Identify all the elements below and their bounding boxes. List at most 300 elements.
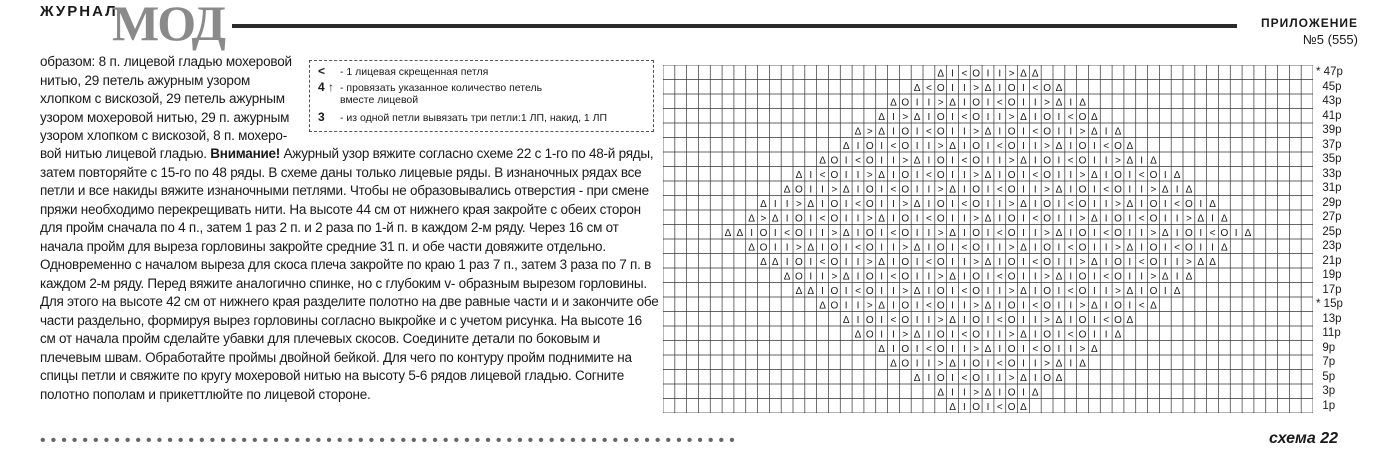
stitch-symbol: O — [901, 169, 910, 181]
stitch-symbol: Δ — [1150, 155, 1157, 167]
stitch-symbol: I — [915, 271, 919, 283]
stitch-symbol: O — [1007, 387, 1016, 399]
row-label: 11р — [1316, 327, 1341, 339]
stitch-symbol: O — [830, 300, 839, 312]
row-label: 45р — [1316, 80, 1342, 93]
stitch-symbol: O — [865, 329, 874, 341]
stitch-symbol: Δ — [913, 198, 921, 210]
stitch-symbol: I — [1069, 271, 1073, 283]
stitch-symbol: Δ — [913, 285, 921, 297]
stitch-symbol: < — [890, 314, 897, 326]
stitch-symbol: Δ — [1161, 271, 1169, 283]
stitch-symbol: I — [1092, 227, 1096, 239]
row-label: 39р — [1316, 124, 1342, 136]
stitch-symbol: O — [901, 97, 910, 109]
knit-together-icon: 4 ↑ — [318, 80, 335, 94]
stitch-symbol: O — [1149, 169, 1158, 181]
stitch-symbol: I — [927, 227, 931, 239]
stitch-symbol: I — [1104, 169, 1108, 181]
stitch-symbol: I — [1128, 213, 1132, 225]
stitch-symbol: I — [1140, 155, 1144, 167]
stitch-symbol: I — [1104, 242, 1108, 254]
stitch-symbol: I — [892, 285, 895, 297]
stitch-symbol: I — [927, 198, 931, 210]
stitch-symbol: I — [856, 271, 860, 283]
stitch-symbol: O — [901, 300, 910, 312]
stitch-symbol: I — [844, 198, 848, 210]
stitch-symbol: Δ — [1055, 97, 1063, 109]
stitch-symbol: O — [865, 227, 874, 239]
stitch-symbol: I — [892, 300, 895, 312]
stitch-symbol: O — [865, 140, 874, 152]
stitch-symbol: I — [962, 227, 966, 239]
stitch-symbol: > — [1008, 198, 1015, 210]
stitch-symbol: I — [1022, 213, 1025, 225]
stitch-symbol: Δ — [1244, 227, 1252, 239]
stitch-symbol: > — [1044, 140, 1051, 152]
stitch-symbol: O — [759, 242, 768, 254]
stitch-symbol: O — [795, 271, 803, 283]
row-label: 9р — [1316, 341, 1336, 354]
stitch-symbol: I — [951, 155, 954, 167]
stitch-symbol: I — [1128, 169, 1132, 181]
stitch-symbol: I — [1033, 140, 1037, 152]
stitch-symbol: O — [1043, 372, 1051, 384]
stitch-symbol: O — [1043, 213, 1051, 225]
stitch-symbol: Δ — [878, 300, 885, 312]
stitch-symbol: I — [856, 314, 860, 326]
stitch-symbol: I — [986, 111, 990, 123]
legend-text: - провязать указанное количество петель — [340, 82, 543, 94]
stitch-symbol: I — [856, 169, 860, 181]
stitch-symbol: < — [1174, 198, 1181, 210]
stitch-symbol: I — [951, 242, 954, 254]
stitch-symbol: I — [821, 184, 824, 196]
stitch-symbol: I — [1128, 184, 1132, 196]
stitch-symbol: O — [1007, 213, 1016, 225]
stitch-symbol: O — [1114, 271, 1122, 283]
stitch-symbol: I — [962, 213, 966, 225]
stitch-symbol: Δ — [1020, 329, 1027, 341]
stitch-symbol: I — [1057, 300, 1061, 312]
stitch-symbol: I — [1033, 372, 1037, 384]
stitch-symbol: Δ — [1126, 285, 1134, 297]
stitch-symbol: < — [1067, 242, 1074, 254]
stitch-symbol: I — [986, 242, 990, 254]
stitch-symbol: I — [915, 358, 919, 370]
stitch-symbol: O — [1114, 140, 1122, 152]
stitch-symbol: < — [1032, 169, 1039, 181]
stitch-symbol: I — [986, 140, 990, 152]
stitch-symbol: Δ — [771, 213, 779, 225]
stitch-symbol: Δ — [1126, 155, 1134, 167]
stitch-symbol: O — [1078, 111, 1087, 123]
stitch-symbol: O — [972, 97, 981, 109]
stitch-symbol: > — [1044, 97, 1051, 109]
brand-logo: МОД — [112, 0, 224, 51]
stitch-symbol: I — [1033, 155, 1037, 167]
stitch-symbol: < — [1138, 213, 1145, 225]
stitch-symbol: O — [1043, 343, 1051, 355]
stitch-symbol: I — [1092, 198, 1096, 210]
stitch-symbol: I — [809, 227, 813, 239]
stitch-symbol: I — [986, 68, 990, 80]
stitch-symbol: I — [1140, 271, 1144, 283]
stitch-symbol: O — [901, 140, 910, 152]
stitch-symbol: Δ — [1031, 68, 1039, 80]
stitch-symbol: Δ — [842, 314, 850, 326]
stitch-symbol: I — [1033, 198, 1037, 210]
stitch-symbol: I — [1092, 271, 1096, 283]
header-rule — [232, 24, 1237, 28]
stitch-symbol: Δ — [878, 213, 885, 225]
stitch-symbol: I — [998, 387, 1002, 399]
stitch-symbol: O — [936, 82, 945, 94]
stitch-symbol: I — [915, 256, 919, 268]
stitch-symbol: I — [998, 213, 1002, 225]
stitch-symbol: O — [1149, 242, 1158, 254]
stitch-symbol: I — [962, 343, 966, 355]
stitch-symbol: O — [972, 329, 981, 341]
stitch-symbol: Δ — [949, 401, 956, 413]
stitch-symbol: I — [1057, 256, 1061, 268]
stitch-symbol: Δ — [890, 358, 897, 370]
stitch-symbol: Δ — [937, 387, 945, 399]
stitch-symbol: Δ — [984, 387, 992, 399]
stitch-symbol: I — [915, 343, 919, 355]
stitch-symbol: < — [1103, 140, 1110, 152]
stitch-symbol: I — [809, 184, 813, 196]
stitch-symbol: < — [819, 169, 826, 181]
chart-legend — [309, 60, 654, 132]
stitch-symbol: I — [998, 198, 1002, 210]
stitch-symbol: I — [1175, 184, 1179, 196]
stitch-symbol: > — [866, 213, 873, 225]
stitch-symbol: O — [1043, 111, 1051, 123]
stitch-symbol: O — [1078, 184, 1087, 196]
stitch-symbol: I — [1069, 227, 1073, 239]
legend-item — [318, 65, 488, 78]
stitch-symbol: I — [1163, 213, 1167, 225]
stitch-symbol: > — [831, 184, 838, 196]
stitch-symbol: I — [962, 300, 966, 312]
stitch-symbol: O — [1007, 358, 1016, 370]
stitch-symbol: O — [1114, 314, 1122, 326]
stitch-symbol: > — [1115, 285, 1121, 297]
stitch-symbol: I — [998, 329, 1002, 341]
stitch-symbol: I — [998, 169, 1002, 181]
stitch-symbol: Δ — [1114, 329, 1122, 341]
stitch-symbol: O — [1043, 126, 1051, 138]
stitch-symbol: < — [925, 169, 932, 181]
stitch-symbol: O — [936, 213, 945, 225]
stitch-symbol: I — [962, 387, 966, 399]
stitch-symbol: O — [830, 155, 839, 167]
stitch-symbol: Δ — [842, 140, 850, 152]
stitch-symbol: Δ — [1197, 256, 1205, 268]
stitch-symbol: Δ — [1055, 184, 1063, 196]
stitch-symbol: O — [830, 285, 839, 297]
stitch-symbol: O — [1007, 97, 1016, 109]
stitch-symbol: Δ — [1126, 140, 1134, 152]
stitch-symbol: > — [973, 387, 980, 399]
issue-number: №5 (555) — [1302, 32, 1358, 47]
stitch-symbol: Δ — [807, 285, 815, 297]
stitch-symbol: I — [892, 126, 895, 138]
stitch-symbol: I — [1069, 184, 1073, 196]
footer-dot-rule: •••••••••••••••••••••••••••••••••••••••••••••••••••••••••••••••••• — [40, 432, 740, 449]
stitch-symbol: I — [951, 387, 954, 399]
stitch-symbol: O — [1078, 140, 1087, 152]
stitch-symbol: I — [962, 169, 966, 181]
row-label: 29р — [1316, 196, 1342, 209]
attention-label: Внимание! — [210, 146, 281, 161]
stitch-symbol: < — [961, 155, 968, 167]
stitch-symbol: O — [1149, 285, 1158, 297]
stitch-symbol: I — [927, 242, 931, 254]
stitch-symbol: O — [972, 372, 981, 384]
stitch-symbol: I — [1175, 227, 1179, 239]
stitch-symbol: I — [1022, 271, 1025, 283]
stitch-symbol: < — [925, 300, 932, 312]
stitch-symbol: Δ — [1221, 242, 1228, 254]
stitch-symbol: > — [1079, 300, 1086, 312]
stitch-symbol: Δ — [819, 300, 826, 312]
stitch-symbol: I — [1199, 242, 1203, 254]
stitch-symbol: I — [998, 300, 1002, 312]
stitch-symbol: < — [1174, 242, 1181, 254]
stitch-symbol: O — [1078, 285, 1087, 297]
stitch-symbol: O — [901, 184, 910, 196]
stitch-symbol: I — [1140, 184, 1144, 196]
stitch-symbol: Δ — [1091, 343, 1098, 355]
stitch-symbol: > — [1044, 314, 1051, 326]
stitch-symbol: Δ — [1091, 213, 1098, 225]
stitch-symbol: > — [1150, 271, 1157, 283]
stitch-symbol: I — [1092, 242, 1096, 254]
stitch-symbol: O — [972, 184, 981, 196]
stitch-symbol: I — [880, 329, 884, 341]
stitch-symbol: I — [927, 372, 931, 384]
stitch-symbol: I — [1033, 97, 1037, 109]
stitch-symbol: > — [1079, 169, 1086, 181]
stitch-symbol: I — [1069, 213, 1073, 225]
stitch-symbol: I — [1033, 271, 1037, 283]
stitch-symbol: > — [1044, 227, 1051, 239]
stitch-symbol: Δ — [736, 227, 744, 239]
stitch-symbol: I — [962, 184, 966, 196]
stitch-symbol: < — [961, 111, 968, 123]
stitch-symbol: > — [973, 256, 980, 268]
stitch-symbol: I — [844, 169, 848, 181]
stitch-symbol: O — [1114, 184, 1122, 196]
stitch-symbol: I — [1057, 213, 1061, 225]
stitch-symbol: O — [1043, 242, 1051, 254]
stitch-symbol: I — [1092, 314, 1096, 326]
stitch-symbol: > — [1185, 256, 1192, 268]
stitch-symbol: Δ — [842, 271, 850, 283]
stitch-symbol: I — [998, 256, 1002, 268]
knitting-chart — [663, 65, 1313, 413]
stitch-symbol: I — [951, 343, 954, 355]
stitch-symbol: < — [996, 227, 1003, 239]
stitch-symbol: Δ — [984, 256, 992, 268]
stitch-symbol: Δ — [913, 329, 921, 341]
stitch-symbol: Δ — [1209, 198, 1216, 210]
stitch-symbol: < — [961, 372, 968, 384]
stitch-symbol: Δ — [1161, 184, 1169, 196]
stitch-symbol: I — [998, 155, 1002, 167]
stitch-symbol: O — [936, 329, 945, 341]
stitch-symbol: I — [951, 169, 954, 181]
stitch-symbol: I — [1163, 198, 1167, 210]
stitch-symbol: O — [865, 184, 874, 196]
stitch-symbol: I — [1128, 300, 1132, 312]
row-label: 3р — [1316, 385, 1336, 397]
stitch-symbol: I — [785, 198, 789, 210]
stitch-symbol: > — [937, 140, 944, 152]
stitch-symbol: I — [951, 285, 954, 297]
stitch-symbol: Δ — [795, 169, 803, 181]
stitch-symbol: > — [866, 300, 873, 312]
stitch-symbol: < — [890, 227, 897, 239]
stitch-symbol: I — [962, 271, 966, 283]
stitch-symbol: > — [937, 184, 944, 196]
stitch-symbol: O — [1149, 198, 1158, 210]
stitch-symbol: O — [1007, 169, 1016, 181]
stitch-symbol: O — [1220, 227, 1229, 239]
stitch-symbol: I — [1033, 285, 1037, 297]
stitch-symbol: > — [937, 314, 944, 326]
stitch-symbol: I — [1211, 242, 1214, 254]
stitch-symbol: Δ — [913, 372, 921, 384]
stitch-symbol: I — [856, 300, 860, 312]
stitch-symbol: O — [1114, 300, 1122, 312]
stitch-symbol: O — [1043, 169, 1051, 181]
stitch-symbol: Δ — [1020, 401, 1027, 413]
stitch-symbol: Δ — [1020, 155, 1027, 167]
stitch-symbol: I — [1022, 126, 1025, 138]
stitch-symbol: < — [1032, 300, 1039, 312]
stitch-symbol: Δ — [1055, 358, 1063, 370]
stitch-symbol: > — [866, 169, 873, 181]
stitch-symbol: O — [936, 111, 945, 123]
stitch-symbol: > — [902, 155, 909, 167]
stitch-symbol: I — [915, 227, 919, 239]
stitch-symbol: I — [927, 271, 931, 283]
stitch-symbol: I — [986, 184, 990, 196]
stitch-symbol: < — [1032, 82, 1039, 94]
stitch-symbol: > — [831, 271, 838, 283]
row-label: 1р — [1316, 399, 1336, 412]
stitch-symbol: O — [1114, 169, 1122, 181]
stitch-symbol: Δ — [819, 155, 826, 167]
stitch-symbol: < — [1103, 314, 1110, 326]
row-label: 41р — [1316, 109, 1342, 122]
stitch-symbol: I — [998, 343, 1002, 355]
stitch-symbol: < — [961, 68, 968, 80]
stitch-symbol: O — [1114, 213, 1122, 225]
stitch-symbol: Δ — [1161, 227, 1169, 239]
stitch-symbol: > — [937, 358, 944, 370]
stitch-symbol: Δ — [1221, 213, 1228, 225]
stitch-symbol: I — [1104, 300, 1108, 312]
stitch-symbol: I — [1128, 256, 1132, 268]
row-label: 23р — [1316, 240, 1342, 252]
stitch-symbol: O — [972, 111, 981, 123]
stitch-symbol: > — [902, 329, 909, 341]
stitch-symbol: < — [1103, 227, 1110, 239]
stitch-symbol: I — [1069, 140, 1073, 152]
stitch-symbol: > — [902, 111, 909, 123]
legend-item — [318, 81, 542, 94]
stitch-symbol: < — [961, 329, 968, 341]
stitch-symbol: < — [1067, 285, 1074, 297]
stitch-symbol: O — [830, 198, 839, 210]
stitch-symbol: I — [1033, 111, 1037, 123]
stitch-symbol: > — [937, 271, 944, 283]
stitch-symbol: I — [821, 271, 824, 283]
stitch-symbol: I — [951, 256, 954, 268]
stitch-symbol: O — [972, 285, 981, 297]
stitch-symbol: I — [1057, 169, 1061, 181]
stitch-symbol: Δ — [1150, 300, 1157, 312]
stitch-symbol: O — [972, 242, 981, 254]
stitch-symbol: < — [1067, 155, 1074, 167]
stitch-symbol: I — [915, 213, 919, 225]
stitch-symbol: O — [972, 358, 981, 370]
stitch-symbol: < — [1103, 271, 1110, 283]
stitch-symbol: Δ — [1079, 358, 1086, 370]
stitch-symbol: > — [831, 227, 838, 239]
stitch-symbol: O — [972, 271, 981, 283]
stitch-symbol: I — [844, 256, 848, 268]
stitch-symbol: O — [1007, 300, 1016, 312]
stitch-symbol: O — [865, 198, 874, 210]
stitch-symbol: < — [855, 285, 861, 297]
stitch-symbol: < — [925, 256, 932, 268]
row-label: * 47р — [1316, 66, 1343, 78]
stitch-symbol: Δ — [984, 126, 992, 138]
stitch-symbol: O — [865, 314, 874, 326]
stitch-symbol: < — [996, 358, 1003, 370]
stitch-symbol: I — [1140, 285, 1144, 297]
stitch-symbol: I — [844, 242, 848, 254]
stitch-symbol: Δ — [949, 358, 956, 370]
stitch-symbol: I — [821, 285, 824, 297]
stitch-symbol: < — [1138, 256, 1145, 268]
stitch-symbol: I — [986, 329, 990, 341]
stitch-symbol: Δ — [783, 271, 791, 283]
stitch-symbol: O — [936, 300, 945, 312]
stitch-symbol: I — [880, 285, 884, 297]
stitch-symbol: I — [951, 68, 954, 80]
stitch-symbol: O — [936, 343, 945, 355]
stitch-symbol: Δ — [1020, 372, 1027, 384]
stitch-symbol: < — [996, 314, 1003, 326]
crossed-stitch-icon: < — [318, 64, 326, 78]
stitch-symbol: I — [1069, 256, 1073, 268]
stitch-symbol: O — [1007, 314, 1016, 326]
stitch-symbol: Δ — [748, 213, 755, 225]
stitch-symbol: < — [1209, 227, 1216, 239]
stitch-symbol: O — [936, 126, 945, 138]
stitch-symbol: I — [1022, 82, 1025, 94]
stitch-symbol: Δ — [854, 126, 862, 138]
paragraph-top: образом: 8 п. лицевой гладью мохеровой нитью, 29 петель ажурным узором хлопком с вискозой, 29 петель ажурным узором мохеровой нитью, 29 п. ажурным узором хлопком с вискозой, 8 п. мохеро- — [40, 54, 292, 143]
row-label: 35р — [1316, 153, 1342, 165]
stitch-symbol: I — [1033, 242, 1037, 254]
